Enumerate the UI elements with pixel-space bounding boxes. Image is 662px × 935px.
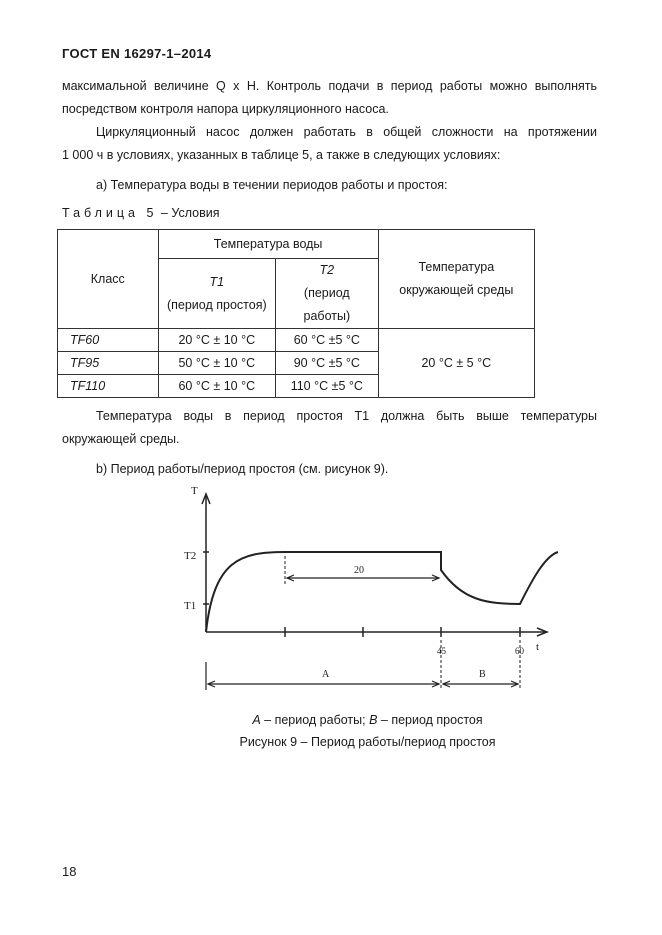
cell-class: TF60 — [58, 329, 159, 352]
cell-class: TF95 — [58, 352, 159, 375]
tick-label-45: 45 — [437, 646, 446, 656]
tick-label-t1: T1 — [184, 600, 197, 612]
tick-label-60: 60 — [515, 646, 524, 656]
dimension-20-label: 20 — [354, 565, 364, 576]
document-header: ГОСТ EN 16297-1–2014 — [62, 46, 212, 61]
cell-t2: 60 °C ±5 °C — [276, 329, 379, 352]
legend-b-text: – период простоя — [377, 713, 483, 727]
figure-legend — [0, 713, 662, 727]
cell-t1: 50 °C ± 10 °C — [158, 352, 275, 375]
cell-t2: 110 °C ±5 °C — [276, 375, 379, 398]
paragraph-line: a) Температура воды в течении периодов работы и простоя: — [96, 178, 448, 192]
header-t2-symbol: T2 — [319, 263, 335, 277]
temperature-curve — [206, 552, 558, 632]
paragraph-line: b) Период работы/период простоя (см. рисунок 9). — [96, 462, 389, 476]
figure-caption: Рисунок 9 – Период работы/период простоя — [239, 735, 496, 749]
header-t1-symbol: T1 — [209, 274, 225, 289]
cell-t1: 60 °C ± 10 °C — [158, 375, 275, 398]
tick-label-t2: T2 — [184, 550, 197, 562]
x-axis-label: t — [536, 641, 540, 653]
page-number: 18 — [62, 864, 77, 879]
header-class: Класс — [58, 230, 159, 329]
table-caption-word: Таблица 5 — [62, 206, 158, 220]
period-a-label: A — [322, 669, 330, 680]
period-b-label: B — [479, 669, 486, 680]
paragraph-line: окружающей среды. — [62, 432, 180, 446]
header-water-temp: Температура воды — [158, 230, 378, 259]
legend-b-letter: B — [369, 713, 378, 727]
y-axis-label: T — [191, 485, 198, 497]
cell-ambient: 20 °C ± 5 °C — [378, 329, 534, 398]
paragraph-line: Циркуляционный насос должен работать в общей сложности на протяжении — [96, 125, 597, 139]
paragraph-line: посредством контроля напора циркуляционного насоса. — [62, 102, 389, 116]
paragraph-line: максимальной величине Q x H. Контроль подачи в период работы можно выполнять — [62, 79, 597, 93]
header-ambient: Температура окружающей среды — [378, 230, 534, 329]
paragraph-line: Температура воды в период простоя T1 должна быть выше температуры — [96, 409, 597, 423]
header-t1-desc: (период простоя) — [166, 297, 267, 312]
paragraph-line: 1 000 ч в условиях, указанных в таблице 5, а также в следующих условиях: — [62, 148, 501, 162]
header-t2-desc: (период работы) — [303, 286, 351, 323]
legend-a-letter: A — [252, 713, 261, 727]
cell-t1: 20 °C ± 10 °C — [158, 329, 275, 352]
table-caption-title: – Условия — [157, 206, 220, 220]
cell-class: TF110 — [58, 375, 159, 398]
cell-t2: 90 °C ±5 °C — [276, 352, 379, 375]
legend-a-text: – период работы; — [260, 713, 370, 727]
